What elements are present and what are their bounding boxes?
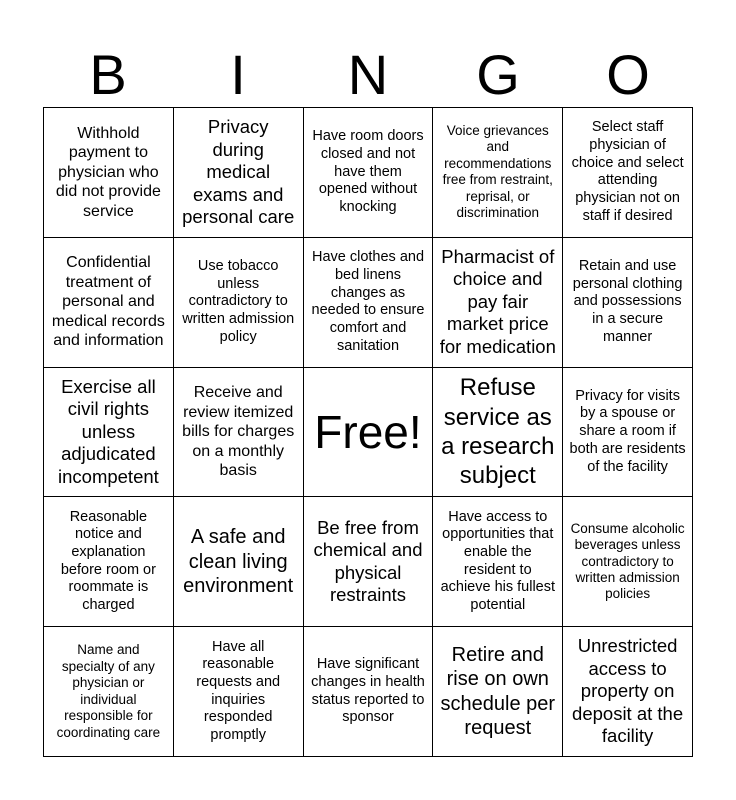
cell-text: Exercise all civil rights unless adjudicated incompetent — [58, 375, 159, 487]
bingo-cell[interactable] — [174, 627, 304, 757]
cell-text: Confidential treatment of personal and medical records and information — [51, 254, 165, 350]
cell-text: Refuse service as a research subject — [441, 374, 555, 490]
cell-text: Consume alcoholic beverages unless contradictory to written admission policies — [570, 520, 685, 602]
bingo-cell[interactable] — [433, 497, 563, 627]
bingo-cell[interactable] — [304, 627, 434, 757]
header-letter-g: G — [476, 43, 520, 106]
bingo-cell[interactable] — [174, 497, 304, 627]
bingo-cell[interactable] — [563, 368, 693, 498]
header-letter-b: B — [89, 43, 127, 106]
cell-text: Privacy during medical exams and personal care — [182, 115, 295, 228]
bingo-cell[interactable] — [44, 108, 174, 238]
cell-text: Select staff physician of choice and select attending physician not on staff if desired — [571, 119, 684, 224]
bingo-cell[interactable] — [433, 238, 563, 368]
cell-text: Use tobacco unless contradictory to written admission policy — [182, 257, 295, 345]
bingo-cell[interactable] — [44, 368, 174, 498]
cell-text: Unrestricted access to property on deposit at the facility — [572, 635, 684, 747]
header-letter-i: I — [230, 43, 246, 106]
cell-text: Name and specialty of any physician or individual responsible for coordinating care — [56, 642, 161, 740]
bingo-cell[interactable] — [563, 627, 693, 757]
cell-text: Retire and rise on own schedule per request — [440, 643, 556, 739]
bingo-cell[interactable] — [44, 497, 174, 627]
bingo-cell[interactable] — [174, 108, 304, 238]
cell-text: Privacy for visits by a spouse or share a room if both are residents of the facility — [569, 387, 686, 475]
bingo-cell[interactable] — [174, 368, 304, 498]
bingo-cell[interactable] — [563, 238, 693, 368]
cell-text: Have significant changes in health status reported to sponsor — [311, 656, 425, 726]
cell-text: Receive and review itemized bills for charges on a monthly basis — [182, 384, 295, 480]
free-space[interactable] — [304, 368, 434, 498]
header-letter-n: N — [347, 43, 389, 106]
cell-text: Reasonable notice and explanation before room or roommate is charged — [60, 508, 156, 614]
free-space-text: Free! — [314, 405, 422, 458]
bingo-header — [43, 44, 693, 106]
bingo-cell[interactable] — [433, 368, 563, 498]
cell-text: Be free from chemical and physical restraints — [313, 516, 423, 606]
cell-text: Withhold payment to physician who did not provide service — [55, 124, 161, 220]
bingo-cell[interactable] — [44, 627, 174, 757]
bingo-cell[interactable] — [563, 497, 693, 627]
cell-text: Retain and use personal clothing and possessions in a secure manner — [572, 257, 683, 345]
header-letter-o: O — [606, 43, 650, 106]
bingo-cell[interactable] — [433, 627, 563, 757]
bingo-cell[interactable] — [563, 108, 693, 238]
bingo-cell[interactable] — [304, 238, 434, 368]
cell-text: Pharmacist of choice and pay fair market price for medication — [439, 245, 556, 358]
cell-text: Have all reasonable requests and inquiries responded promptly — [196, 638, 281, 743]
cell-text: Have access to opportunities that enable the resident to achieve his fullest potential — [440, 508, 556, 614]
cell-text: Have clothes and bed linens changes as needed to ensure comfort and sanitation — [311, 249, 425, 354]
bingo-cell[interactable] — [44, 238, 174, 368]
cell-text: Voice grievances and recommendations free from restraint, reprisal, or discrimination — [442, 122, 553, 221]
cell-text: Have room doors closed and not have them opened without knocking — [312, 128, 424, 215]
cell-text: A safe and clean living environment — [183, 526, 294, 597]
bingo-cell[interactable] — [304, 108, 434, 238]
bingo-cell[interactable] — [304, 497, 434, 627]
bingo-cell[interactable] — [174, 238, 304, 368]
bingo-board — [43, 107, 693, 757]
bingo-cell[interactable] — [433, 108, 563, 238]
